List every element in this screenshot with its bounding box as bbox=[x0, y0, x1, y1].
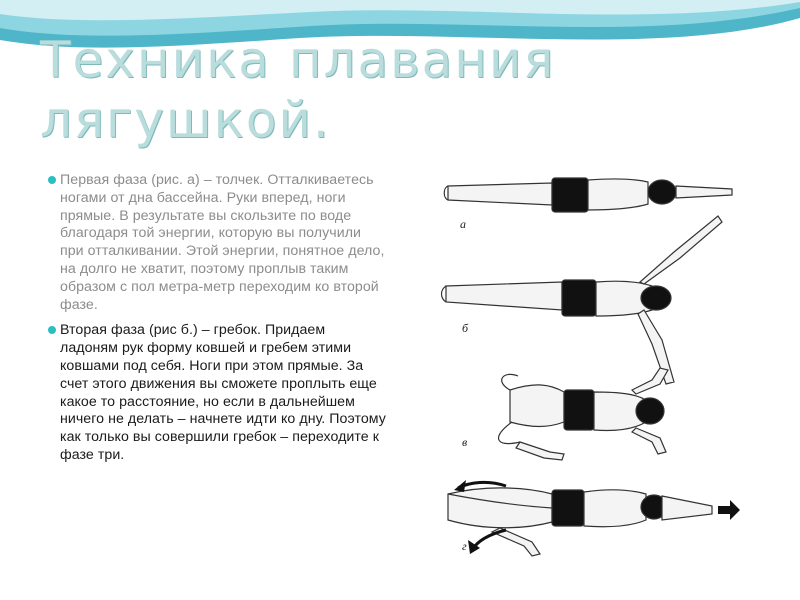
figure-label-b: б bbox=[462, 321, 469, 335]
bullet-text: Вторая фаза (рис б.) – гребок. Придаем ладоням рук форму ковшей и гребем этими ковшами под себя. Ноги при этом прямые. За счет этого движения вы сможете проплыть еще какое то расстояние, но если в дальнейшем ничего не делать – начнете идти ко дну. Поэтому как только вы совершили гребок – переходите к фазе три. bbox=[60, 322, 386, 463]
body-text bbox=[46, 172, 386, 473]
slide-title: Техника плавания лягушкой. bbox=[40, 31, 556, 149]
breaststroke-phases-figure bbox=[440, 170, 740, 558]
bullet-dot-icon bbox=[48, 326, 56, 334]
bullet-dot-icon bbox=[48, 176, 56, 184]
figure-label-c: в bbox=[462, 435, 468, 449]
bullet-phase-2 bbox=[46, 322, 386, 464]
bullet-phase-1 bbox=[46, 172, 386, 314]
figure-label-a: а bbox=[460, 217, 466, 231]
figure-label-d: г bbox=[462, 539, 467, 553]
bullet-text: Первая фаза (рис. а) – толчек. Отталкиваетесь ногами от дна бассейна. Руки вперед, ноги прямые. В результате вы скользите по воде благодаря той энергии, которую вы получили при отталкивании. Этой энергии, понятное дело, на долго не хватит, поэтому проплыв таким образом с пол метра-метр переходим ко второй фазе. bbox=[60, 172, 385, 313]
